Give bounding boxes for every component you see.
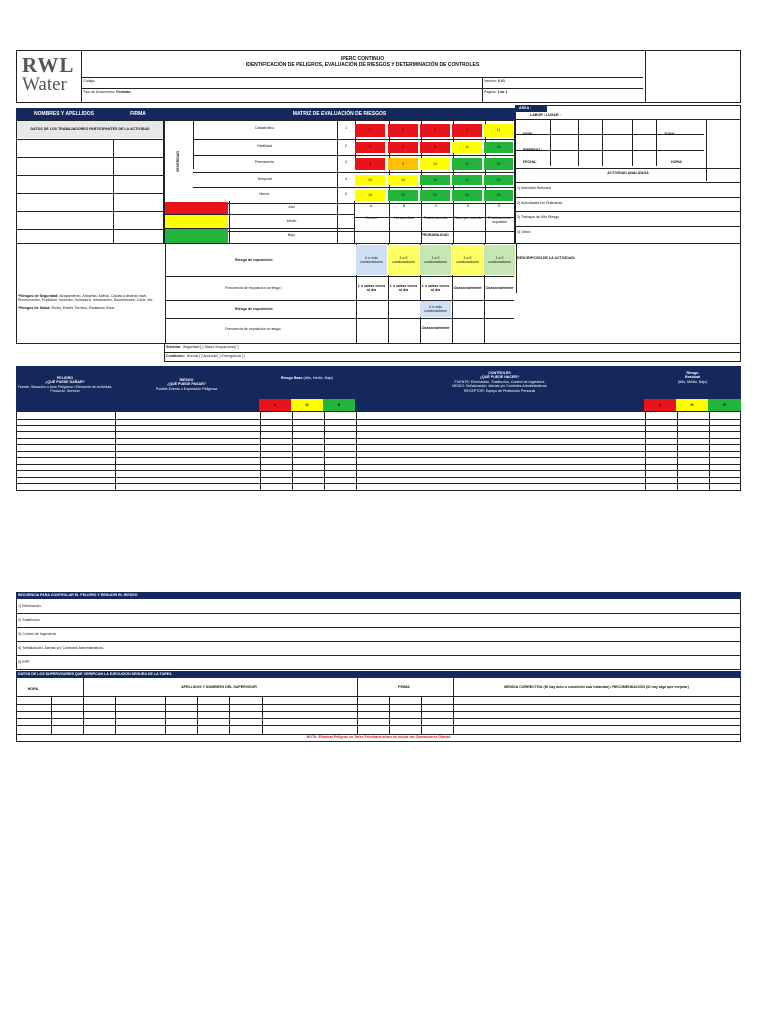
logo-bottom: Water — [22, 74, 67, 95]
residual-header: Riesgo Residual (Alto, Medio, Bajo) — [677, 371, 708, 384]
prob-label: Podría suceder — [423, 216, 449, 220]
severity-number: 2 — [345, 144, 347, 148]
matriz-header: MATRIZ DE EVALUACIÓN DE RIESGOS — [164, 108, 515, 120]
nota: NOTA: Eliminar Peligros en Tares Prioritaria antes de Iniciar las Operaciones Diarias — [306, 735, 451, 739]
codigo-label: Código: — [83, 79, 96, 83]
secuencia-list — [16, 599, 741, 670]
act-2: 2) Actividades No Rutinarias. — [517, 201, 564, 205]
severity-label: Menor — [259, 192, 270, 196]
risk-cell: 13 — [420, 158, 450, 170]
severity-label: Permanente — [254, 160, 275, 164]
riesgo-base-m: M — [291, 399, 323, 411]
exposure-freq-cell: 1 o varias veces al día — [357, 283, 386, 292]
area-label: ÁREA : — [519, 106, 532, 110]
frecuencia-2: Frecuencia de exposición al riesgo: — [225, 327, 282, 331]
severity-number: 3 — [345, 160, 347, 164]
exposure-count-cell: 1 a 2 colaboradores — [420, 245, 451, 275]
residual-b: B — [708, 399, 741, 411]
level-bajo-label: Bajo — [287, 233, 296, 237]
peligro-header: PELIGRO ¿QUÉ PUEDE DAÑAR? Fuente, Situación o Acto Peligroso / Elemento de Actividad, Producto, Servicio — [17, 376, 113, 394]
pagina: Página: 1 de 1 — [484, 90, 508, 94]
title-2: IDENTIFICACIÓN DE PELIGROS, EVALUACIÓN DE RIESGOS Y DETERMINACIÓN DE CONTROLES — [245, 62, 480, 68]
participants-grid — [16, 120, 164, 244]
risk-cell: 20 — [484, 158, 513, 170]
descripcion-label: DESCRIPCIÓN DE LA ACTIVIDAD: — [517, 256, 576, 260]
risk-cell: 16 — [484, 142, 513, 153]
exposure-count-cell: 3 a 5 colaboradores — [452, 245, 483, 275]
hora-header: HORA — [27, 687, 39, 691]
risk-cell: 4 — [420, 124, 450, 137]
prob-label: Prácticamente imposible — [488, 216, 511, 225]
residual-m: M — [676, 399, 708, 411]
riesgo-exposicion-2: Riesgo de exposición: — [235, 307, 274, 311]
level-medio-label: Medio — [286, 219, 297, 223]
secuencia-item-4: 4) Señalización, Alertas y/o Controles Administrativos. — [18, 646, 104, 650]
risk-cell: 10 — [355, 175, 385, 185]
riesgo-exposicion-1: Riesgo de exposición: — [235, 258, 274, 262]
probabilidad-label: PROBABILIDAD — [421, 233, 449, 237]
sistema-row: Sistema: Seguridad [ ] Salud Ocupacional [ ] — [166, 345, 239, 349]
risk-cell: 19 — [388, 190, 418, 201]
medida-header: MEDIDA CORRECTIVA (Si hay acto o condición sub estándar) / RECOMENDACIÓN (Si hay algo que mejorar) — [504, 685, 689, 689]
prob-letter: E — [498, 204, 501, 208]
exposure-freq-cell: Ocasionalmente — [453, 285, 482, 290]
riesgo-base-b: B — [323, 399, 355, 411]
title-1: IPERC CONTINUO — [340, 56, 385, 62]
condicion-row: Condición: Normal [ ] Anormal [ ] Emergencia [ ] — [166, 354, 245, 358]
fecha-label: FECHA: — [523, 160, 537, 164]
empresa-label: EMPRESA: — [523, 148, 542, 152]
secuencia-item-1: 1) Eliminación. — [18, 604, 42, 608]
severidad-vertical: SEVERIDAD — [176, 151, 181, 172]
datos-trabajadores: DATOS DE LOS TRABAJADORES PARTICIPANTES DE LA ACTIVIDAD — [17, 121, 163, 138]
prob-letter: C — [434, 204, 438, 208]
riesgos-seguridad: *Riesgos de Seguridad: Atrapamiento, Atropello, Asfixia, Caídas a distinto nivel, Electrocución, Explosión, Incendio, Volcadura, Intoxicación, Sumersiones, Corte, etc. — [18, 294, 154, 303]
secuencia-item-5: 5) EPP. — [18, 660, 30, 664]
risk-cell: 18 — [420, 175, 450, 185]
logo-top: RWL — [22, 53, 75, 77]
hora-label: HORA: — [671, 160, 683, 164]
prob-label: Común — [365, 216, 377, 220]
risk-cell: 6 — [355, 158, 385, 170]
prob-letter: A — [369, 204, 373, 208]
actividad-analizada: ACTIVIDAD ANALIZADA — [607, 171, 649, 175]
company-logo — [22, 55, 74, 99]
residual-a: A — [644, 399, 676, 411]
risk-cell: 7 — [452, 124, 482, 137]
severity-label: Fatalidad — [257, 144, 272, 148]
risk-cell: 2 — [388, 124, 418, 137]
exposure-count-cell: 1 a 2 colaboradores — [484, 245, 515, 275]
act-1: 1) Actividad Rutinaria — [517, 186, 551, 190]
frecuencia-1: Frecuencia de exposición al riesgo: — [225, 286, 282, 290]
riesgo-base-a: A — [259, 399, 291, 411]
exposure-count-cell-2: 6 ó más colaboradores — [420, 301, 451, 317]
prob-label: Raro que suceda — [454, 216, 482, 220]
prob-letter: B — [402, 204, 406, 208]
level-alto-label: Alto — [288, 205, 295, 209]
nivel-label: NIVEL: — [523, 132, 535, 136]
risk-cell: 14 — [388, 175, 418, 185]
supervisores-title: DATOS DE LOS SUPERVISORES QUE VERIFICAN LA EJECUCIÓN SEGURA DE LA TAREA — [18, 672, 172, 676]
apellidos-header: APELLIDOS Y NOMBRES DEL SUPERVISOR — [181, 685, 257, 689]
risk-cell: 25 — [484, 190, 513, 201]
exposure-freq-cell-2: Ocasionalmente — [421, 325, 450, 330]
risk-cell: 1 — [355, 124, 385, 137]
tipo-documento: Tipo de Documento: Formato — [83, 90, 131, 94]
zona-label: ZONA: — [664, 132, 676, 136]
secuencia-item-2: 2) Sustitución. — [18, 618, 41, 622]
severity-label: Temporal — [257, 177, 272, 181]
risk-cell: 17 — [452, 158, 482, 170]
firma-header: FIRMA — [112, 108, 164, 120]
act-3: 3) Trabajos de Alto Riesgo — [517, 215, 560, 219]
exposure-count-cell: 6 ó más colaboradores — [356, 245, 387, 275]
firma-sup-header: FIRMA — [398, 685, 410, 689]
riesgos-salud: *Riesgos de Salud: Ruido, Estrés Térmico, Radiación Solar — [18, 306, 115, 310]
risk-cell: 5 — [388, 142, 418, 153]
sistema-grid — [164, 344, 741, 362]
exposure-freq-cell: 1 o varias veces al día — [421, 283, 450, 292]
riesgo-base-header: Riesgo Base (Alto, Medio, Bajo) — [280, 376, 334, 380]
controles-header: CONTROLES ¿QUÉ PUEDE HACER? FUENTE: Eliminación, Sustitución, Control de Ingeniería MEDIO: Señalización, Alertas y/o Controles Administrativos RECEPTOR: Equipo de Protección Personal — [452, 371, 547, 393]
exposure-freq-cell: 1 o varias veces al día — [389, 283, 418, 292]
risk-cell: 11 — [484, 124, 513, 137]
risk-cell: 9 — [388, 158, 418, 170]
prob-label: Ha sucedido — [394, 216, 414, 220]
riesgo-header: RIESGO ¿QUÉ PUEDE PASAR? Posible Evento o Exposición Peligrosa — [155, 378, 218, 391]
severity-label: Catastrófico — [254, 126, 275, 130]
risk-cell: 15 — [355, 190, 385, 201]
risk-cell: 24 — [452, 190, 482, 201]
nombres-header: NOMBRES Y APELLIDOS — [16, 108, 112, 120]
severity-number: 4 — [345, 177, 347, 181]
risk-cell: 22 — [420, 190, 450, 201]
severity-number: 1 — [345, 126, 347, 130]
prob-letter: D — [466, 204, 470, 208]
act-4: 4) Otros: — [517, 230, 531, 234]
secuencia-title: SECUENCIA PARA CONTROLAR EL PELIGRO Y REDUCIR EL RIESGO — [18, 593, 138, 597]
version: Versión: 0.01 — [484, 79, 505, 83]
secuencia-item-3: 3) Control de Ingeniería — [18, 632, 56, 636]
exposure-count-cell: 3 a 5 colaboradores — [388, 245, 419, 275]
risk-cell: 21 — [452, 175, 482, 185]
risk-cell: 3 — [355, 142, 385, 153]
risk-cell: 23 — [484, 175, 513, 185]
exposure-freq-cell: Ocasionalmente — [485, 285, 514, 290]
labor-label: LABOR / LUGAR : — [530, 113, 561, 117]
risk-cell: 8 — [420, 142, 450, 153]
severity-number: 5 — [345, 192, 347, 196]
risk-cell: 12 — [452, 142, 482, 153]
main-table-body — [16, 411, 741, 491]
